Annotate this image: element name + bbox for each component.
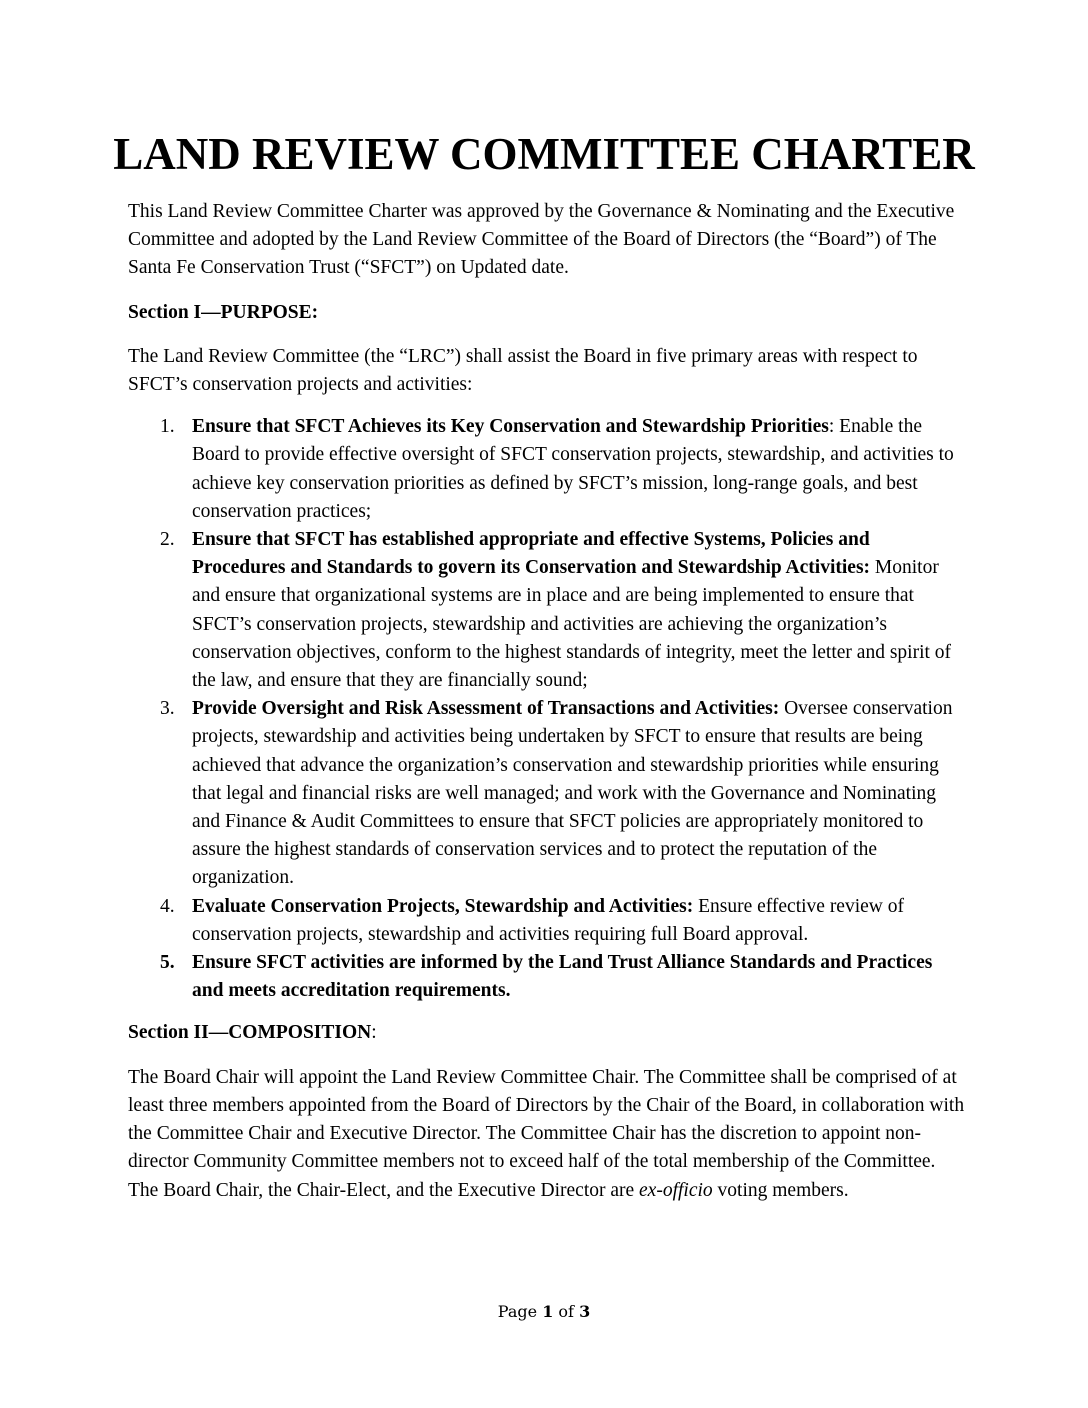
list-item-number: 2.	[160, 529, 175, 551]
purpose-list	[128, 413, 968, 1005]
composition-text-end: voting members.	[712, 1179, 849, 1201]
list-item	[128, 949, 968, 1005]
list-item-lead: Ensure SFCT activities are informed by the Land Trust Alliance Standards and Practices and meets accreditation requirements.	[192, 952, 933, 1002]
list-item-number: 3.	[160, 698, 175, 720]
section-1-heading: Section I—PURPOSE:	[128, 301, 319, 323]
intro-paragraph: This Land Review Committee Charter was approved by the Governance & Nominating and the Executive Committee and adopted by the Land Review Committee of the Board of Directors (the “Board”) of The Santa Fe Conservation Trust (“SFCT”) on Updated date.	[128, 201, 955, 279]
purpose-paragraph: The Land Review Committee (the “LRC”) shall assist the Board in five primary areas with respect to SFCT’s conservation projects and activities:	[128, 345, 918, 396]
section-2-heading-colon: :	[371, 1022, 377, 1044]
list-item	[128, 413, 968, 526]
list-item-text: : Enable the Board to provide effective oversight of SFCT conservation projects, stewardship, and activities to achieve key conservation priorities as defined by SFCT’s mission, long-range goals, and best conservation practices;	[192, 416, 954, 522]
list-item-number: 5.	[160, 952, 175, 974]
list-item-lead: Provide Oversight and Risk Assessment of Transactions and Activities:	[192, 698, 780, 720]
composition-text: The Board Chair will appoint the Land Review Committee Chair. The Committee shall be comprised of at least three members appointed from the Board of Directors by the Chair of the Board, in collaboration with the Committee Chair and Executive Director. The Committee Chair has the discretion to appoint non-director Community Committee members not to exceed half of the total membership of the Committee. The Board Chair, the Chair-Elect, and the Executive Director are	[128, 1066, 965, 1201]
section-2-heading: Section II—COMPOSITION	[128, 1022, 372, 1044]
composition-paragraph	[128, 1064, 968, 1205]
page-footer	[0, 1300, 1088, 1324]
page-current: 1	[542, 1302, 554, 1321]
composition-emphasis: ex-officio	[639, 1179, 713, 1201]
document-body	[128, 198, 968, 1205]
list-item-lead: Ensure that SFCT has established appropriate and effective Systems, Policies and Procedures and Standards to govern its Conservation and Stewardship Activities:	[192, 529, 871, 579]
page-label: Page	[497, 1302, 543, 1321]
list-item	[128, 526, 968, 695]
list-item	[128, 695, 968, 892]
list-item-number: 1.	[160, 416, 175, 438]
list-item-text: Ensure effective review of conservation projects, stewardship and activities requiring full Board approval.	[192, 895, 904, 945]
list-item	[128, 893, 968, 949]
list-item-text: Oversee conservation projects, stewardship and activities being undertaken by SFCT to ensure that results are being achieved that advance the organization’s conservation and stewardship priorities while ensuring that legal and financial risks are well managed; and work with the Governance and Nominating and Finance & Audit Committees to ensure that SFCT policies are appropriately monitored to assure the highest standards of conservation services and to protect the reputation of the organization.	[192, 698, 953, 889]
page-of: of	[553, 1302, 580, 1321]
page-total: 3	[579, 1302, 591, 1321]
section-2-heading-line	[128, 1019, 968, 1047]
list-item-lead: Evaluate Conservation Projects, Stewardship and Activities:	[192, 895, 694, 917]
list-item-text: Monitor and ensure that organizational systems are in place and are being implemented to ensure that SFCT’s conservation projects, stewardship and activities are achieving the organization’s conservation objectives, conform to the highest standards of integrity, meet the letter and spirit of the law, and ensure that they are financially sound;	[192, 557, 952, 692]
list-item-lead: Ensure that SFCT Achieves its Key Conservation and Stewardship Priorities	[192, 416, 829, 438]
list-item-number: 4.	[160, 895, 175, 917]
document-title: LAND REVIEW COMMITTEE CHARTER	[113, 129, 975, 179]
